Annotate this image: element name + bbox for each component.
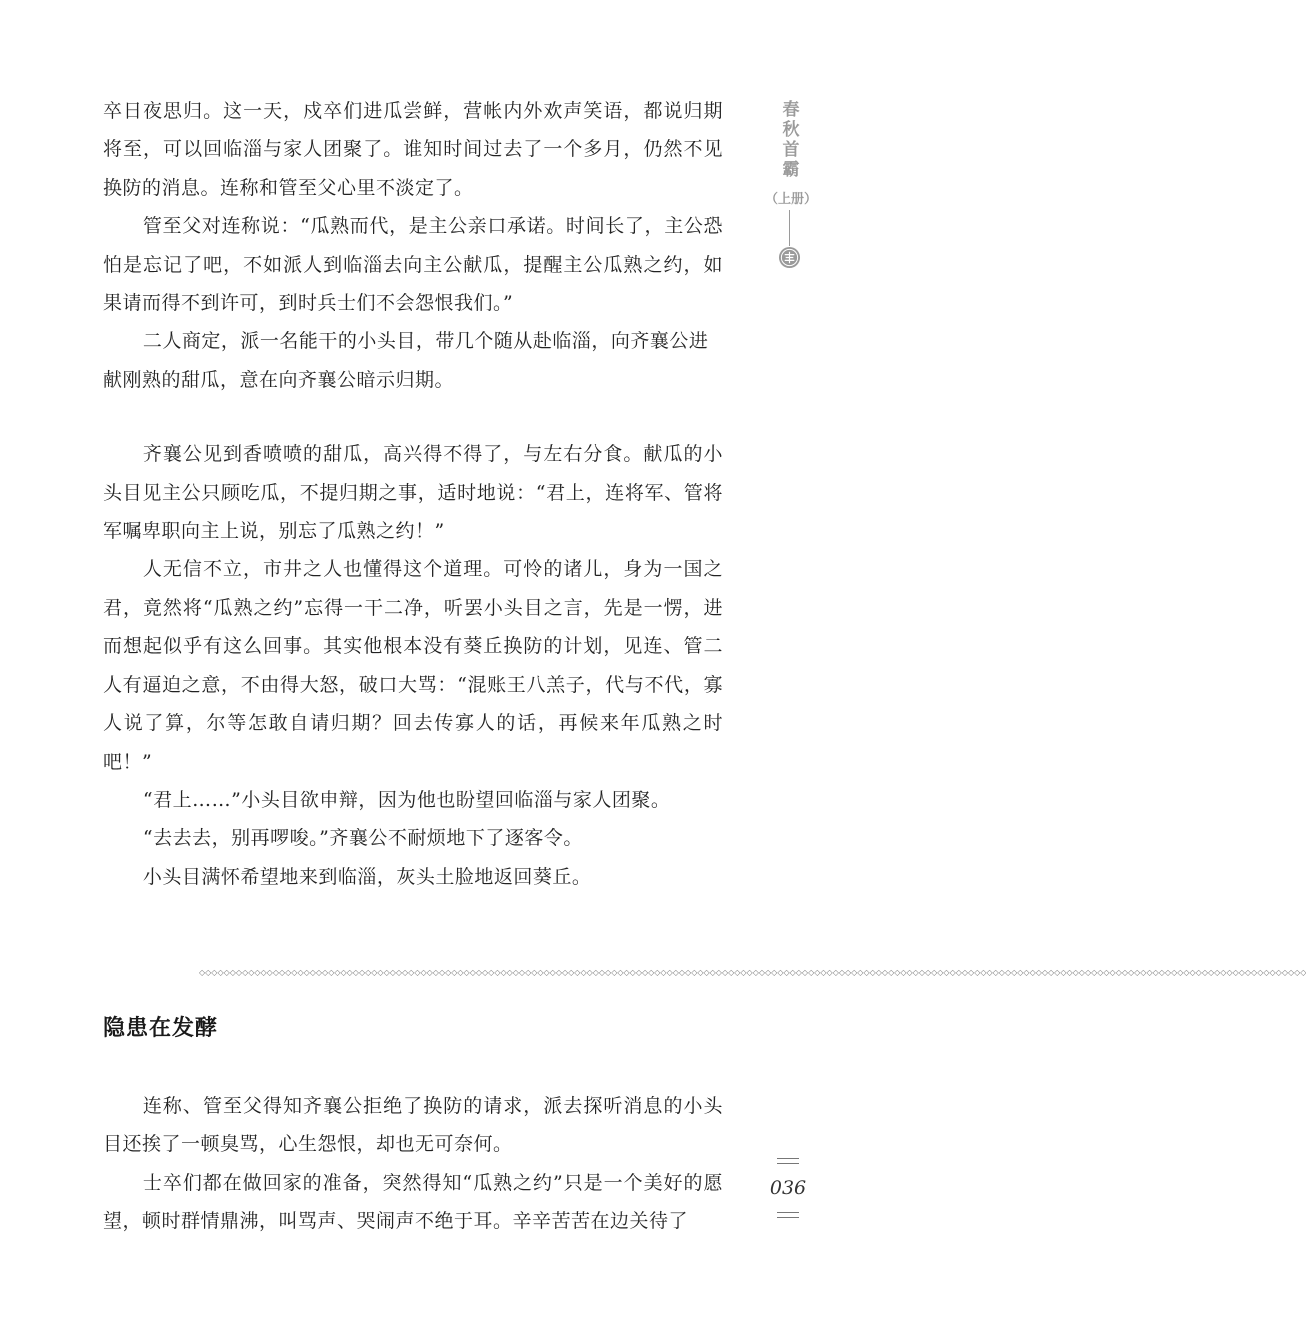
- section-text-block: [103, 1087, 723, 1241]
- book-title-char: 霸: [782, 160, 800, 180]
- volume-label: （上册）: [764, 192, 817, 207]
- paragraph: 二人商定，派一名能干的小头目，带几个随从赴临淄，向齐襄公进献刚熟的甜瓜，意在向齐襄公暗示归期。: [103, 330, 709, 391]
- paragraph: “去去去，别再啰唆。”齐襄公不耐烦地下了逐客令。: [142, 827, 583, 850]
- page-number: 036: [769, 1177, 807, 1199]
- page-number-box: [768, 1158, 808, 1218]
- section-heading: 隐患在发酵: [103, 1016, 219, 1041]
- paragraph: 小头目满怀希望地来到临淄，灰头土脸地返回葵丘。: [142, 865, 592, 888]
- book-title-vertical: [779, 100, 803, 180]
- paragraph: “君上……”小头目欲申辩，因为他也盼望回临淄与家人团聚。: [142, 788, 671, 811]
- paragraph: 人无信不立，市井之人也懂得这个道理。可怜的诸儿，身为一国之君，竟然将“瓜熟之约”忘得一干二净，听罢小头目之言，先是一愣，进而想起似乎有这么回事。其实他根本没有葵丘换防的计划，见连、管二人有逼迫之意，不由得大怒，破口大骂：“混账王八羔子，代与不代，寡人说了算，尔等怎敢自请归期？回去传寡人的话，再候来年瓜熟之时吧！”: [103, 558, 723, 773]
- paragraph: 连称、管至父得知齐襄公拒绝了换防的请求，派去探听消息的小头目还挨了一顿臭骂，心生怨恨，却也无可奈何。: [103, 1095, 723, 1156]
- section-divider: ◇◇◇◇◇◇◇◇◇◇◇◇◇◇◇◇◇◇◇◇◇◇◇◇◇◇◇◇◇◇◇◇◇◇◇◇◇◇◇◇◇◇◇◇◇◇◇◇◇◇◇◇◇◇◇◇◇◇◇◇◇◇◇◇◇◇◇◇◇◇◇◇◇◇◇◇◇◇◇◇◇◇◇◇◇◇◇◇◇◇◇◇◇◇◇◇◇◇◇◇◇◇◇◇◇◇◇◇◇◇◇◇◇◇◇◇◇◇◇◇◇◇◇◇◇◇◇◇◇◇◇◇◇◇◇◇◇◇◇◇◇◇◇◇◇◇◇◇◇◇◇◇◇◇◇◇◇◇◇◇◇◇◇◇◇◇◇◇◇◇◇◇◇◇◇◇◇◇◇◇: [199, 968, 1306, 977]
- paragraph: 齐襄公见到香喷喷的甜瓜，高兴得不得了，与左右分食。献瓜的小头目见主公只顾吃瓜，不提归期之事，适时地说：“君上，连将军、管将军嘱卑职向主上说，别忘了瓜熟之约！”: [103, 443, 723, 543]
- book-title-char: 秋: [782, 120, 800, 140]
- seal-emblem-icon: [778, 246, 801, 269]
- vertical-rule: [789, 210, 790, 246]
- paragraph: 士卒们都在做回家的准备，突然得知“瓜熟之约”只是一个美好的愿望，顿时群情鼎沸，叫骂声、哭闹声不绝于耳。辛辛苦苦在边关待了: [103, 1171, 723, 1233]
- page-number-rule: [777, 1158, 799, 1164]
- page-number-rule: [777, 1212, 799, 1218]
- main-text-block: [103, 92, 723, 896]
- paragraph: 管至父对连称说：“瓜熟而代，是主公亲口承诺。时间长了，主公恐怕是忘记了吧，不如派人到临淄去向主公献瓜，提醒主公瓜熟之约，如果请而得不到许可，到时兵士们不会怨恨我们。”: [103, 215, 723, 315]
- book-title-char: 首: [782, 140, 800, 160]
- book-title-char: 春: [782, 100, 800, 120]
- paragraph: 卒日夜思归。这一天，戍卒们进瓜尝鲜，营帐内外欢声笑语，都说归期将至，可以回临淄与家人团聚了。谁知时间过去了一个多月，仍然不见换防的消息。连称和管至父心里不淡定了。: [103, 100, 723, 199]
